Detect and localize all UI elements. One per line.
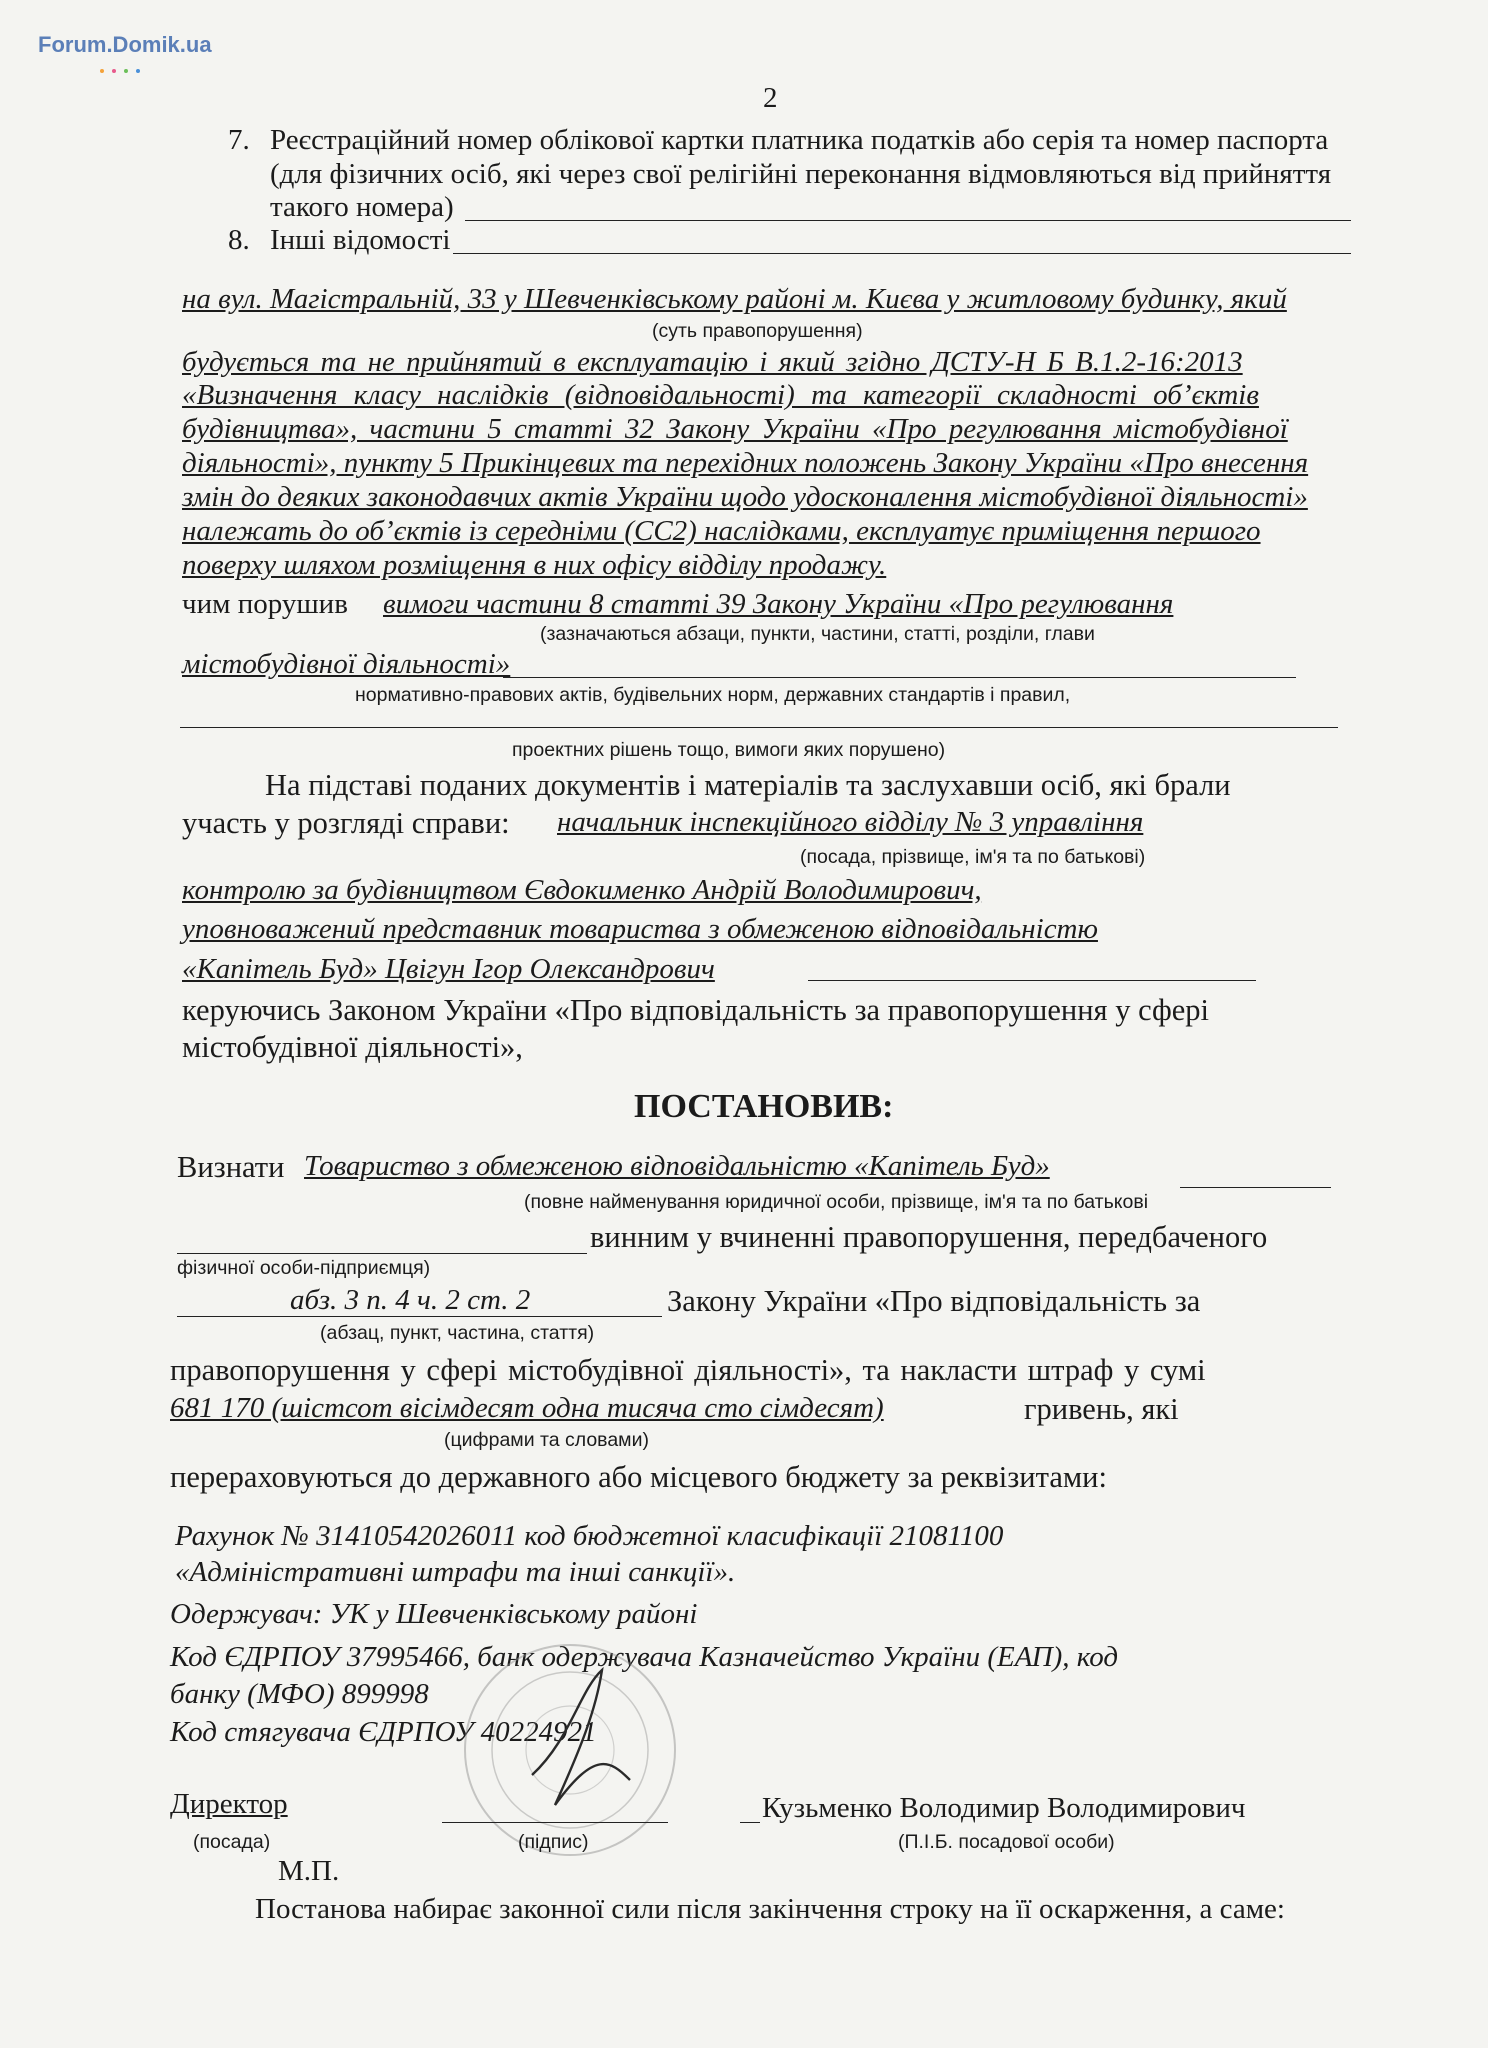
basis-participant-line-1: начальник інспекційного відділу № 3 управління <box>557 806 1144 838</box>
basis-caption: (посада, прізвище, ім'я та по батькові) <box>800 846 1146 868</box>
requisites-collector-code: Код стягувача ЄДРПОУ 40224921 <box>170 1716 597 1748</box>
basis-line-1: На підставі поданих документів і матеріалів та заслухавши осіб, які брали <box>265 768 1231 802</box>
decision-line-6: перераховуються до державного або місцевого бюджету за реквізитами: <box>170 1460 1107 1494</box>
violated-blank-line-1 <box>503 677 1296 678</box>
requisites-mfo: банку (МФО) 899998 <box>170 1678 429 1710</box>
violation-line-2: будується та не прийнятий в експлуатацію і який згідно ДСТУ-Н Б В.1.2-16:2013 <box>182 346 1243 378</box>
violated-blank-line-2 <box>180 727 1338 728</box>
signature-line <box>442 1822 668 1823</box>
decision-prefix: Визнати <box>177 1150 285 1184</box>
violated-prefix: чим порушив <box>182 588 348 620</box>
watermark-dots <box>100 60 148 78</box>
violated-norm-line-1: вимоги частини 8 статті 39 Закону України «Про регулювання <box>383 588 1174 620</box>
basis-line-2-prefix: участь у розгляді справи: <box>182 806 510 840</box>
decision-caption-5: (цифрами та словами) <box>444 1429 649 1451</box>
item-7-blank-line <box>465 220 1351 221</box>
item-8-blank-line <box>453 253 1351 254</box>
requisites-account: Рахунок № 31410542026011 код бюджетної класифікації 21081100 <box>175 1520 1004 1552</box>
basis-participant-line-4: «Капітель Буд» Цвігун Ігор Олександрович <box>182 953 715 985</box>
watermark-logo: Forum.Domik.ua <box>38 32 212 57</box>
item-7-line-2: (для фізичних осіб, які через свої релігійні переконання відмовляються від прийняття <box>270 158 1332 190</box>
violated-caption-1: (зазначаються абзаци, пункти, частини, статті, розділи, глави <box>540 623 1095 645</box>
decision-line-3: Закону України «Про відповідальність за <box>667 1284 1201 1318</box>
violation-line-6: змін до деяких законодавчих актів України щодо удосконалення містобудівної діяльності» <box>182 481 1308 513</box>
item-7-number: 7. <box>228 124 250 156</box>
violation-line-4: будівництва», частини 5 статті 32 Закону України «Про регулювання містобудівної <box>182 413 1288 445</box>
signer-name-caption: (П.І.Б. посадової особи) <box>898 1831 1115 1853</box>
violation-line-7: належать до об’єктів із середніми (СС2) наслідками, експлуатує приміщення першого <box>182 515 1261 547</box>
seal-place-label: М.П. <box>278 1855 340 1887</box>
signer-position: Директор <box>170 1788 288 1820</box>
violation-line-5: діяльності», пункту 5 Прикінцевих та перехідних положень Закону України «Про внесення <box>182 447 1309 479</box>
requisites-purpose: «Адміністративні штрафи та інші санкції». <box>175 1556 736 1588</box>
decision-caption-2: фізичної особи-підприємця) <box>177 1257 431 1279</box>
signer-position-caption: (посада) <box>193 1831 271 1853</box>
item-8-label: Інші відомості <box>270 224 451 256</box>
signature-scribble <box>532 1670 630 1805</box>
violated-norm-line-2: містобудівної діяльності» <box>182 648 511 680</box>
item-7-line-3: такого номера) <box>270 191 454 223</box>
decision-fine-amount: 681 170 (шістсот вісімдесят одна тисяча сто сімдесят) <box>170 1392 884 1424</box>
violation-line-1: на вул. Магістральній, 33 у Шевченківському районі м. Києва у житловому будинку, який <box>182 283 1287 315</box>
decision-line-5: гривень, які <box>1024 1392 1179 1426</box>
requisites-edrpou: Код ЄДРПОУ 37995466, банк одержувача Казначейство України (ЕАП), код <box>170 1641 1119 1673</box>
official-stamp <box>420 1630 720 1860</box>
decision-article-value: абз. 3 п. 4 ч. 2 ст. 2 <box>290 1284 531 1316</box>
basis-blank-line <box>808 980 1256 981</box>
basis-line-6: керуючись Законом України «Про відповідальність за правопорушення у сфері <box>182 993 1210 1027</box>
decision-heading: ПОСТАНОВИВ: <box>634 1088 894 1125</box>
signature-caption: (підпис) <box>518 1831 589 1853</box>
violation-caption: (суть правопорушення) <box>652 320 863 342</box>
footer-text: Постанова набирає законної сили після закінчення строку на її оскарження, а саме: <box>255 1893 1285 1925</box>
item-7-line-1: Реєстраційний номер облікової картки платника податків або серія та номер паспорта <box>270 124 1329 156</box>
basis-participant-line-2: контролю за будівництвом Євдокименко Андрій Володимирович, <box>182 874 982 906</box>
decision-caption-1: (повне найменування юридичної особи, прізвище, ім'я та по батькові <box>524 1191 1149 1213</box>
violated-caption-2: нормативно-правових актів, будівельних норм, державних стандартів і правил, <box>355 684 1071 706</box>
violation-line-8: поверху шляхом розміщення в них офісу відділу продажу. <box>182 549 887 581</box>
decision-line-4: правопорушення у сфері містобудівної діяльності», та накласти штраф у сумі <box>170 1353 1206 1387</box>
decision-entity-name: Товариство з обмеженою відповідальністю «Капітель Буд» <box>304 1150 1050 1182</box>
decision-caption-3: (абзац, пункт, частина, стаття) <box>320 1322 595 1344</box>
decision-blank-line-1 <box>1180 1187 1331 1188</box>
decision-blank-line-2 <box>177 1253 587 1254</box>
requisites-recipient: Одержувач: УК у Шевченківському районі <box>170 1598 698 1630</box>
basis-line-7: містобудівної діяльності», <box>182 1030 523 1064</box>
item-8-number: 8. <box>228 224 250 256</box>
decision-line-2: винним у вчиненні правопорушення, передбаченого <box>590 1220 1268 1254</box>
violated-caption-3: проектних рішень тощо, вимоги яких порушено) <box>512 739 946 761</box>
basis-participant-line-3: уповноважений представник товариства з обмеженою відповідальністю <box>182 913 1098 945</box>
name-line <box>740 1822 760 1823</box>
signer-name: Кузьменко Володимир Володимирович <box>762 1792 1246 1824</box>
page-number: 2 <box>763 82 778 114</box>
violation-line-3: «Визначення класу наслідків (відповідальності) та категорії складності об’єктів <box>182 379 1259 411</box>
